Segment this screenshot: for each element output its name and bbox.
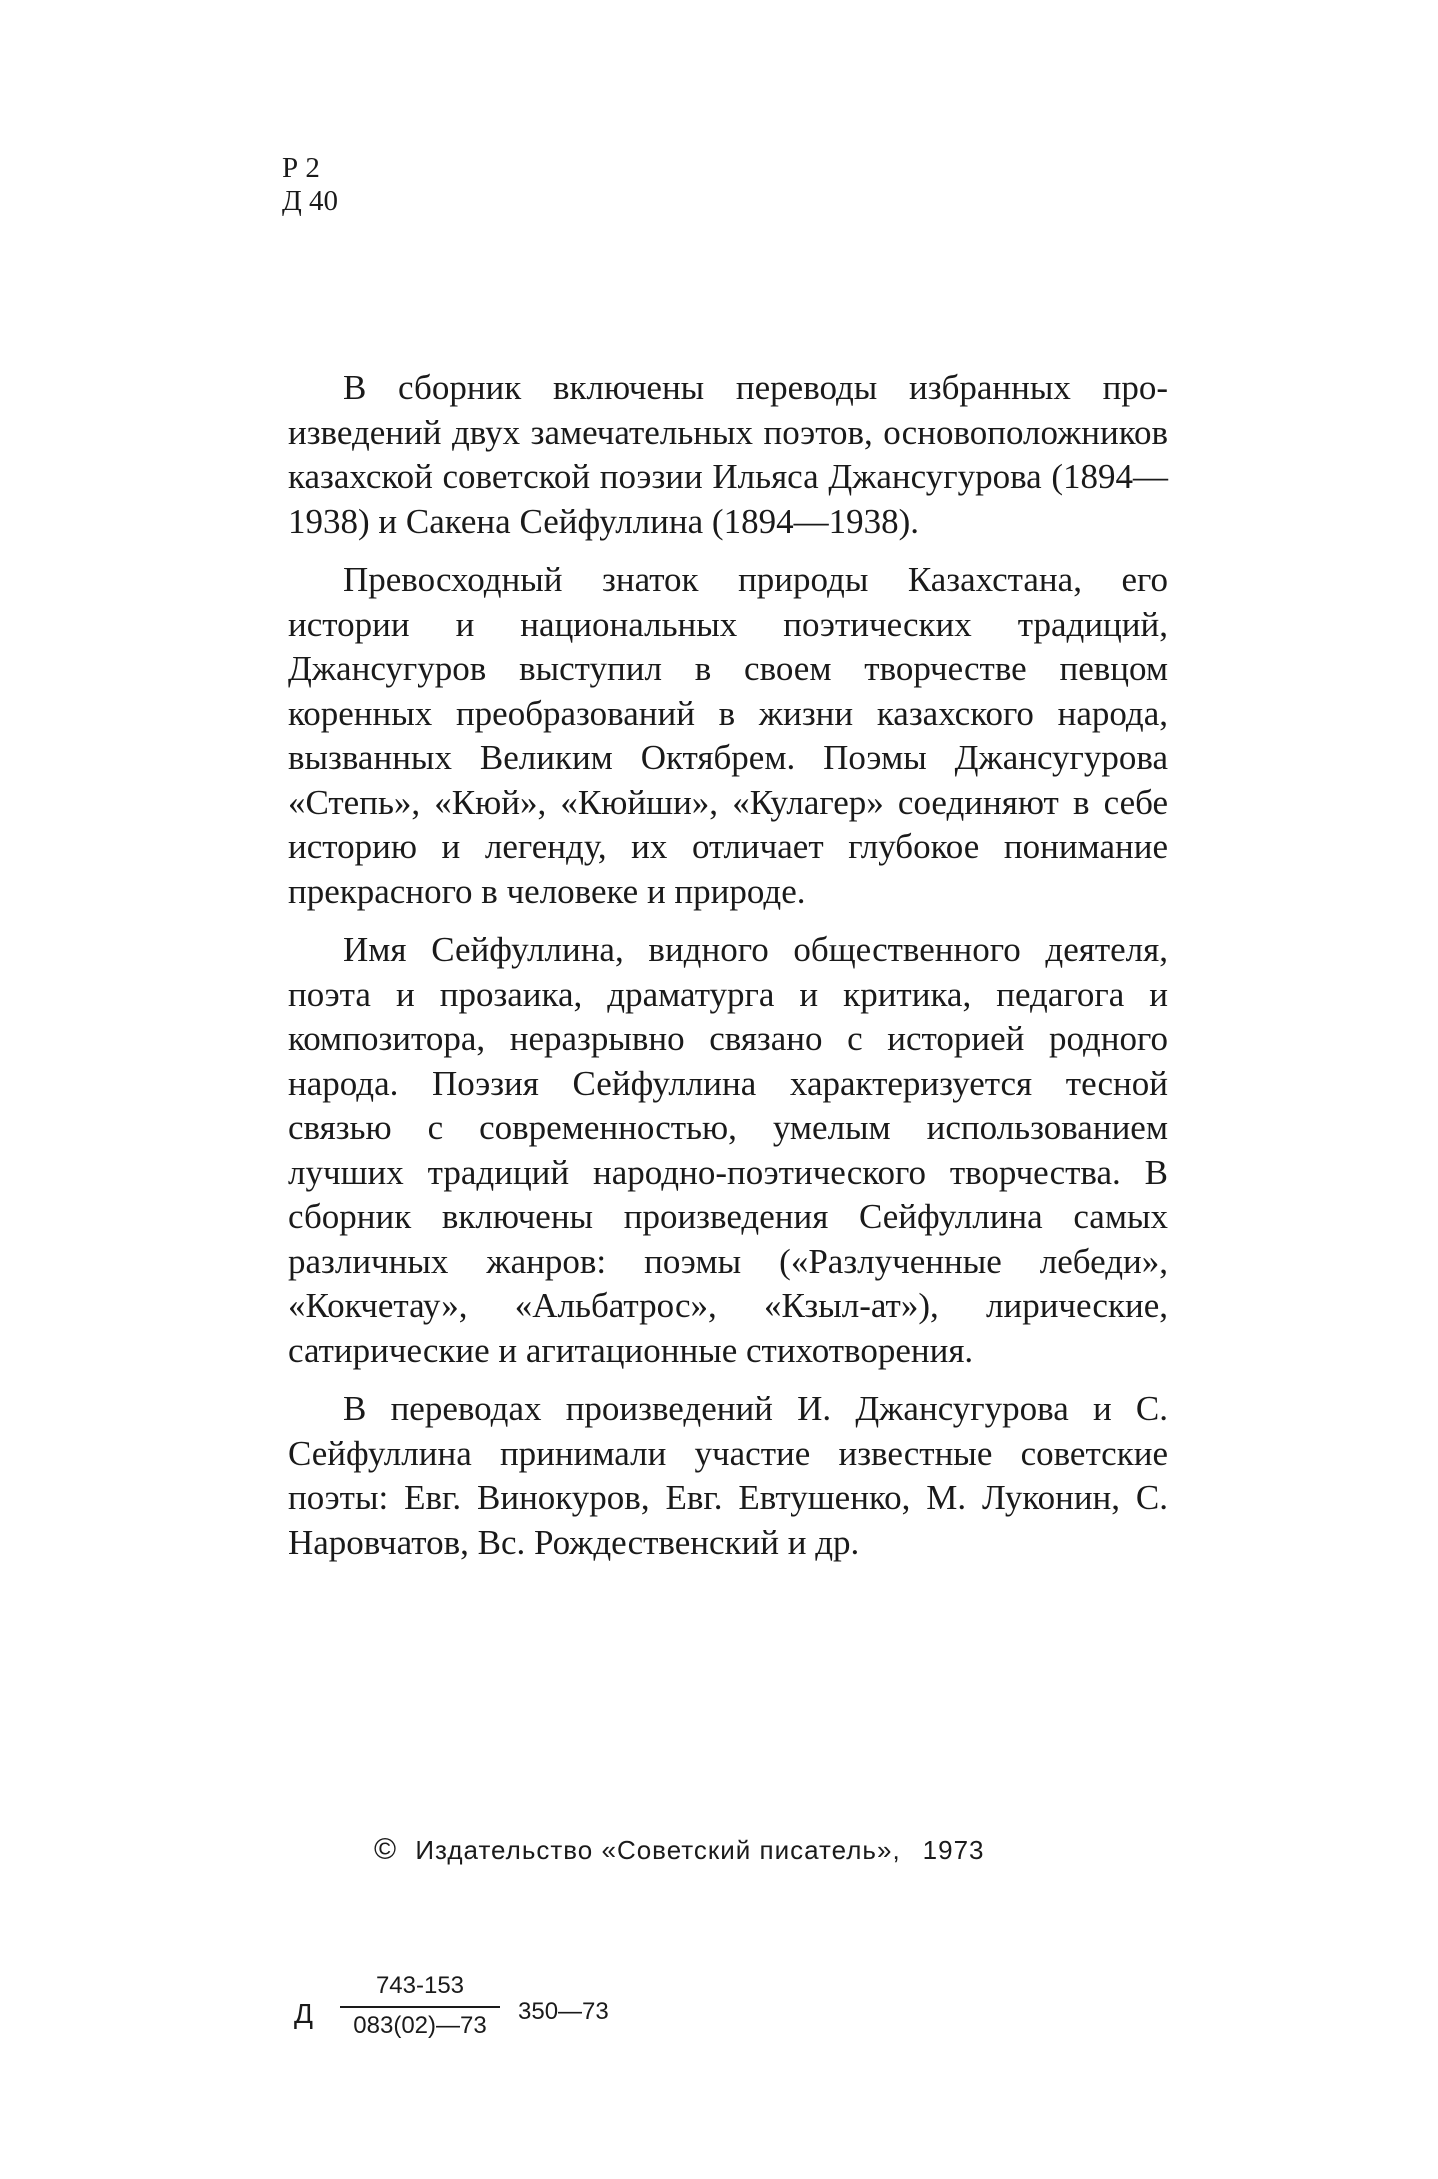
classification-index (282, 152, 338, 218)
catalog-number: 350—73 (518, 1998, 609, 2025)
paragraph-intro: В сборник включены переводы избранных произведений двух замечательных поэтов, основоположников казахской советской поэзии Ильяса Джансугурова (1894—1938) и Сакена Сейфуллина (1894—1938). (288, 368, 1168, 541)
copyright-symbol: © (374, 1833, 398, 1866)
catalog-letter: Д (294, 1998, 313, 2029)
copyright-year: 1973 (922, 1835, 985, 1865)
paragraph-translators: В переводах произведений И. Джансугурова и С. Сейфуллина принимали участие известные советские поэты: Евг. Винокуров, Евг. Евтушенко, М. Луконин, С. Наровчатов, Вс. Рождественский и др. (288, 1389, 1168, 1562)
classification-line-2: Д 40 (282, 185, 339, 217)
copyright-publisher: Издательство «Советский писатель», (415, 1835, 901, 1865)
catalog-denominator: 083(02)—73 (353, 2012, 487, 2039)
catalog-fraction (340, 1972, 500, 2040)
classification-line-1: Р 2 (282, 152, 320, 184)
catalog-code (294, 1972, 654, 2052)
annotation-text (288, 366, 1168, 1579)
paragraph-seifullin: Имя Сейфуллина, видного общественного деятеля, поэта и прозаика, драматурга и критика, педагога и композитора, неразрывно связано с историей родного народа. Поэзия Сейфуллина характеризуется тесной связью с современностью, умелым использованием лучших традиций народно-поэтического творчества. В сборник включены произведения Сейфуллина самых различных жанров: поэмы («Разлученные лебеди», «Кокчетау», «Альбатрос», «Кзыл-ат»), лирические, сатирические и агитационные стихотворения. (288, 930, 1168, 1370)
copyright-line (374, 1833, 985, 1867)
catalog-numerator: 743-153 (340, 1972, 500, 2008)
paragraph-dzhansugurov: Превосходный знаток природы Казахстана, его истории и национальных поэтических традиций, Джансугуров выступил в своем творчестве певцом коренных преобразований в жизни казахского народа, вызванных Великим Октябрем. Поэмы Джансугурова «Степь», «Кюй», «Кюйши», «Кулагер» соединяют в себе историю и легенду, их отличает глубокое понимание прекрасного в человеке и природе. (288, 560, 1168, 911)
